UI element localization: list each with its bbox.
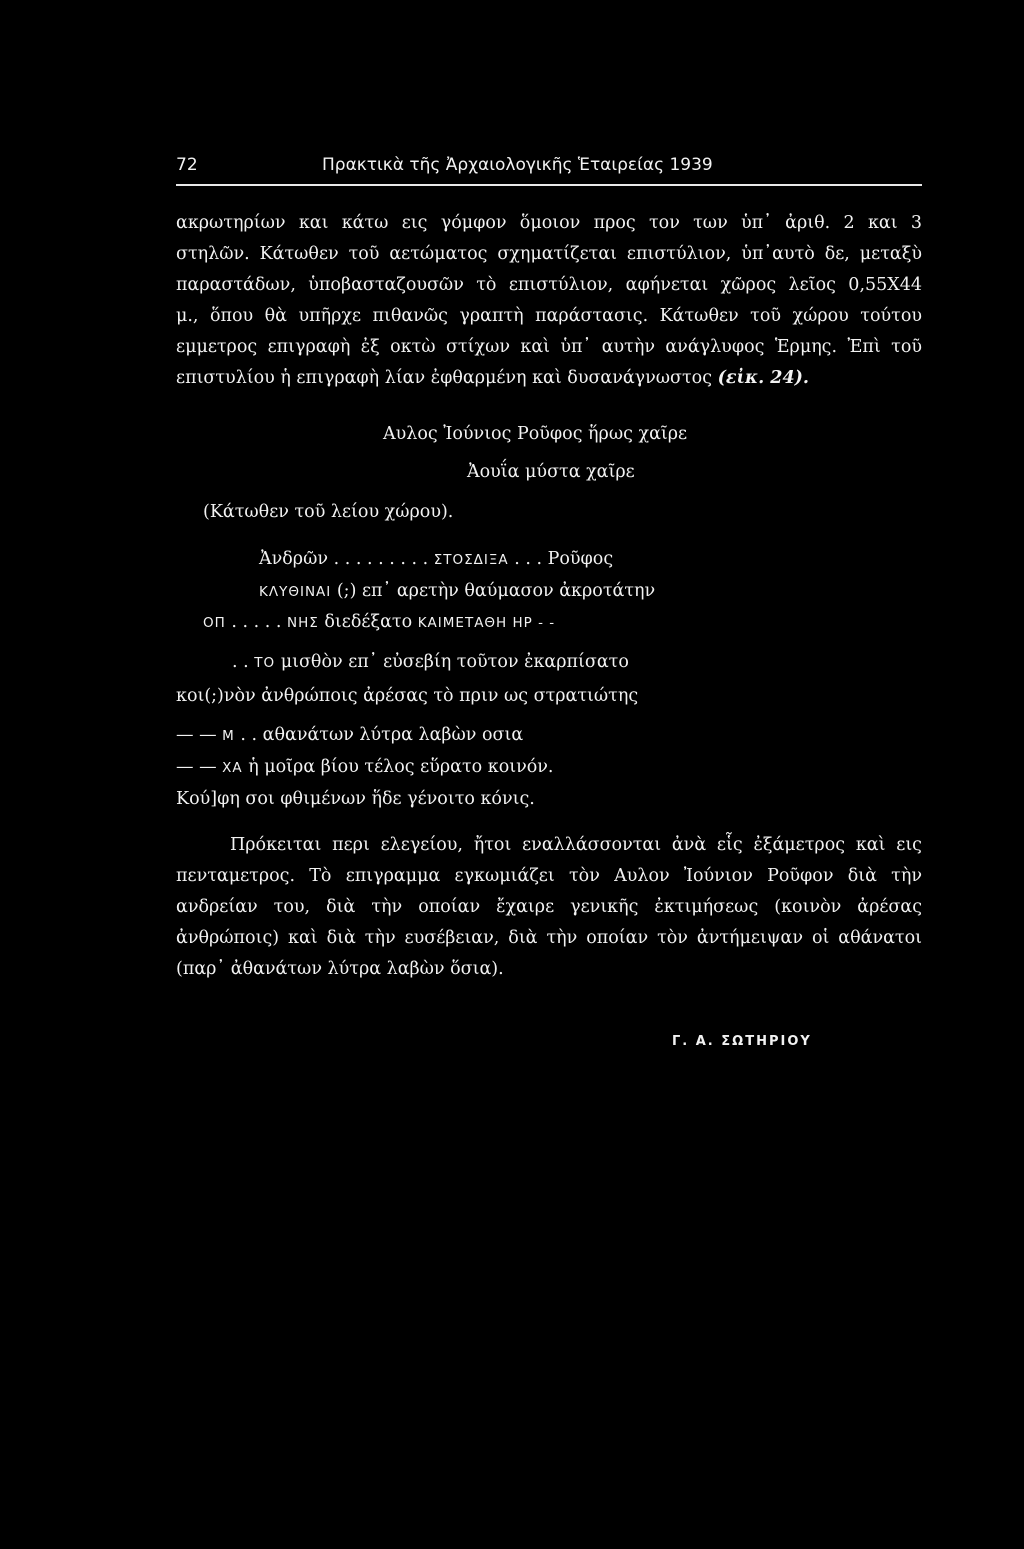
verse-fragment: διεδέξατο [324, 612, 413, 632]
verse-line-7 [176, 757, 553, 777]
intro-paragraph [176, 208, 922, 394]
text-line: (παρ᾽ ἀθανάτων λύτρα λαβὼν ὅσια). [176, 959, 504, 979]
text-line [176, 363, 922, 394]
figure-reference: (εἰκ. 24). [717, 368, 810, 388]
verse-fragment: . . . . . [231, 612, 282, 632]
commentary-paragraph [176, 830, 922, 985]
verse-capitals: ΟΠ [203, 615, 226, 631]
inscription-top-line-1: Αυλος Ἰούνιος Ροῦφος ἥρως χαῖρε [383, 424, 688, 444]
verse-line-6 [176, 725, 523, 745]
running-title: Πρακτικὰ τῆς Ἀρχαιολογικῆς Ἑταιρείας 1939 [322, 155, 713, 175]
verse-line-3 [203, 612, 555, 632]
text-line: ἀνθρώποις) καὶ διὰ τὴν ευσέβειαν, διὰ τὴν οποίαν τὸν ἀντήμειψαν οἱ αθάνατοι [176, 928, 922, 948]
page-number: 72 [176, 155, 198, 175]
verse-line-4 [232, 652, 629, 672]
text-fragment: επιστυλίου ἡ επιγραφὴ λίαν ἐφθαρμένη καὶ δυσανάγνωστος [176, 368, 713, 388]
header-rule [176, 184, 922, 186]
text-line: ακρωτηρίων και κάτω εις γόμφον ὅμοιον προς τον των ὑπ᾽ ἀριθ. 2 και 3 [176, 213, 922, 233]
text-line: στηλῶν. Κάτωθεν τοῦ αετώματος σχηματίζεται επιστύλιον, ὑπ᾽αυτὸ δε, μεταξὺ [176, 244, 922, 264]
author-signature: Γ. Α. ΣΩΤΗΡΙΟΥ [672, 1034, 812, 1049]
verse-line-5: κοι(;)νὸν ἀνθρώποις ἀρέσας τὸ πριν ως στρατιώτης [176, 686, 639, 706]
verse-line-2 [259, 581, 655, 601]
verse-capitals: ΧΑ [222, 760, 243, 776]
inscription-caption: (Κάτωθεν τοῦ λείου χώρου). [203, 502, 454, 522]
verse-line-8: Κού]φη σοι φθιμένων ἥδε γένοιτο κόνις. [176, 789, 535, 809]
verse-fragment: ἡ μοῖρα βίου τέλος εὕρατο κοινόν. [248, 757, 554, 777]
text-line: παραστάδων, ὑποβασταζουσῶν τὸ επιστύλιον, αφήνεται χῶρος λεῖος 0,55X44 [176, 275, 922, 295]
verse-fragment: Ἀνδρῶν . . . . . . . . . [259, 549, 429, 569]
verse-capitals: ΣΤΟΣΔΙΞΑ [433, 552, 509, 568]
verse-capitals: ΤΟ [254, 655, 276, 671]
verse-fragment: μισθὸν επ᾽ εὐσεβίη τοῦτον ἐκαρπίσατο [280, 652, 629, 672]
text-line: εμμετρος επιγραφὴ ἐξ οκτὼ στίχων καὶ ὑπ᾽ αυτὴν ανάγλυφος Ἑρμης. Ἐπὶ τοῦ [176, 337, 922, 357]
verse-fragment: . . [232, 652, 249, 672]
text-line: πενταμετρος. Τὸ επιγραμμα εγκωμιάζει τὸν Αυλον Ἰούνιον Ροῦφον διὰ τὴν [176, 866, 922, 886]
verse-line-1 [259, 549, 613, 569]
text-line: ανδρείαν του, διὰ τὴν οποίαν ἔχαιρε γενικῆς ἐκτιμήσεως (κοινὸν ἀρέσας [176, 897, 922, 917]
verse-capitals: ΚΛΥΘΙΝΑΙ [259, 584, 332, 600]
text-line: Πρόκειται περι ελεγείου, ἤτοι εναλλάσσονται ἀνὰ εἷς ἐξάμετρος καὶ εις [230, 835, 922, 855]
verse-fragment: (;) επ᾽ αρετὴν θαύμασον ἀκροτάτην [336, 581, 656, 601]
verse-fragment: — — [176, 725, 217, 745]
inscription-top-line-2: Ἀουΐα μύστα χαῖρε [467, 462, 635, 482]
verse-capitals: ΝΗΣ [287, 615, 319, 631]
text-line: μ., ὅπου θὰ υπῆρχε πιθανῶς γραπτὴ παράστασις. Κάτωθεν τοῦ χώρου τούτου [176, 306, 922, 326]
verse-fragment: — — [176, 757, 217, 777]
verse-capitals: Μ [222, 728, 235, 744]
verse-capitals: ΚΑΙΜΕΤΑΘΗ ΗΡ - - [417, 615, 556, 631]
verse-fragment: . . αθανάτων λύτρα λαβὼν οσια [240, 725, 524, 745]
verse-fragment: . . . Ροῦφος [514, 549, 614, 569]
